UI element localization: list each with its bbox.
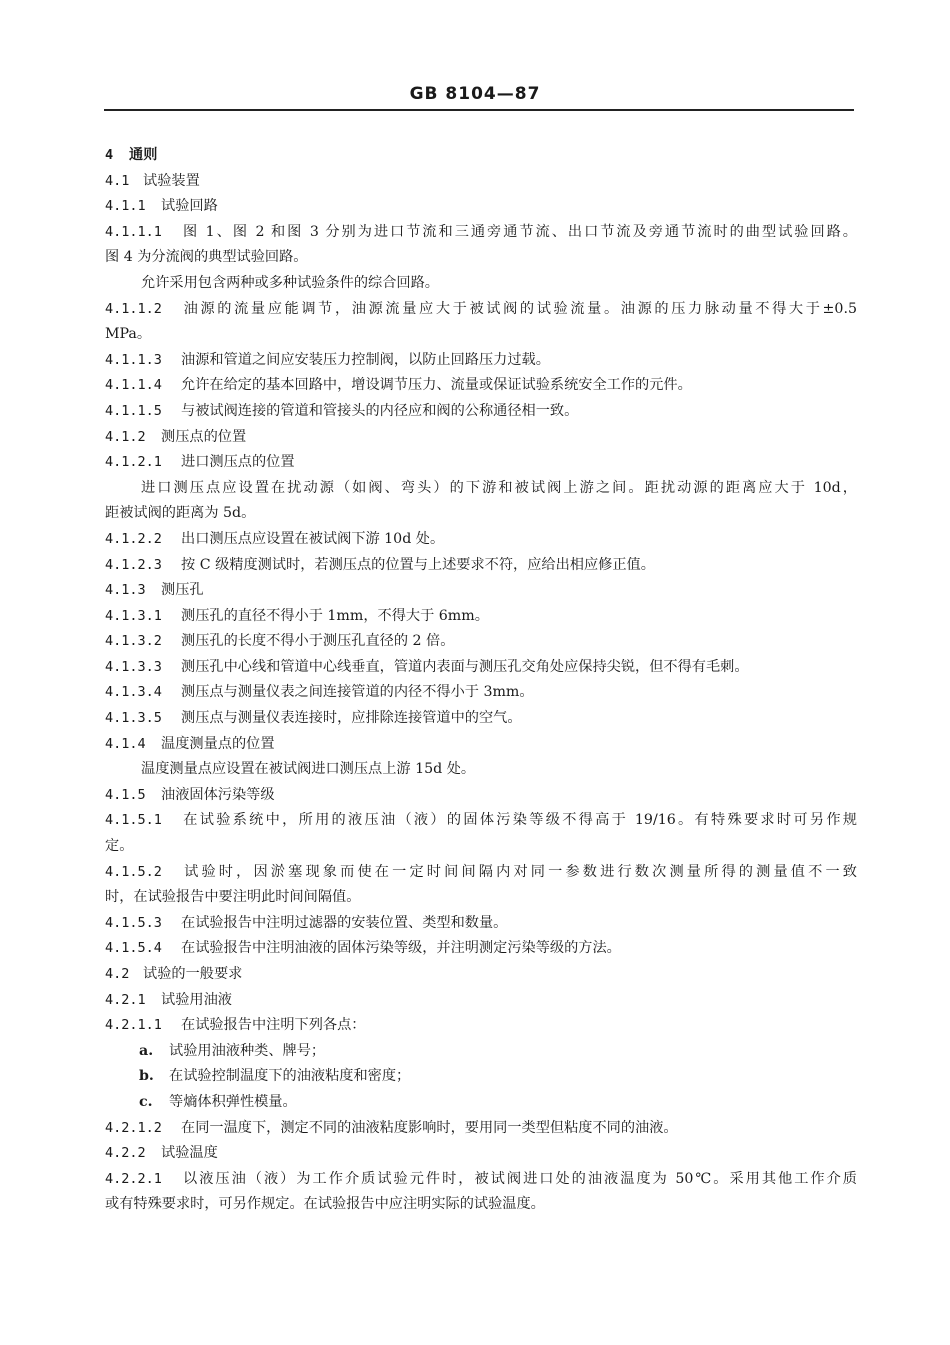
line-text: 图 1、图 2 和图 3 分别为进口节流和三通旁通节流、出口节流及旁通节流时的曲型试验回路。 (181, 223, 857, 240)
line-text: 测压点与测量仪表之间连接管道的内径不得小于 3mm。 (181, 684, 534, 701)
document-line (105, 655, 857, 681)
section-number: 4.1.5.1 (105, 812, 162, 829)
section-number: 4.1.2.3 (105, 556, 162, 573)
section-number: 4 (105, 147, 114, 163)
document-line (105, 757, 857, 783)
section-number: 4.1.3.3 (105, 658, 162, 675)
document-line (105, 271, 857, 297)
section-number: 4.1.3 (105, 582, 146, 599)
document-line (105, 143, 857, 169)
list-letter: c. (139, 1093, 153, 1110)
line-text: 或有特殊要求时，可另作规定。在试验报告中应注明实际的试验温度。 (105, 1196, 545, 1213)
line-text: 在试验系统中，所用的液压油（液）的固体污染等级不得高于 19/16。有特殊要求时可另作规 (181, 812, 857, 829)
line-text: 试验装置 (143, 172, 200, 189)
header-rule (104, 109, 854, 111)
document-line (105, 962, 857, 988)
document-line (105, 706, 857, 732)
line-text: 试验温度 (161, 1145, 218, 1162)
line-text: 进口测压点的位置 (181, 454, 295, 471)
document-line (105, 1141, 857, 1167)
document-line (105, 680, 857, 706)
section-number: 4.2.2.1 (105, 1170, 162, 1187)
document-line (105, 629, 857, 655)
document-line (105, 936, 857, 962)
line-text: MPa。 (105, 326, 152, 343)
section-number: 4.1.3.5 (105, 710, 162, 727)
section-number: 4.1.1.4 (105, 377, 162, 394)
line-text: 出口测压点应设置在被试阀下游 10d 处。 (181, 530, 445, 547)
line-text: 通则 (129, 147, 158, 163)
section-number: 4.1.5 (105, 786, 146, 803)
document-line (105, 194, 857, 220)
document-line (105, 1039, 857, 1065)
document-line (105, 808, 857, 834)
document-line (105, 1090, 857, 1116)
section-number: 4.1.1.2 (105, 300, 162, 317)
line-text: 在试验控制温度下的油液粘度和密度； (169, 1068, 411, 1085)
line-text: 时，在试验报告中要注明此时间间隔值。 (105, 889, 361, 906)
document-line (105, 220, 857, 246)
document-line (105, 245, 857, 271)
line-text: 距被试阀的距离为 5d。 (105, 505, 256, 522)
document-line (105, 783, 857, 809)
line-text: 油源的流量应能调节，油源流量应大于被试阀的试验流量。油源的压力脉动量不得大于±0.5 (181, 300, 857, 317)
section-number: 4.1.1 (105, 198, 146, 215)
line-text: 测压孔的直径不得小于 1mm，不得大于 6mm。 (181, 607, 489, 624)
document-line (105, 322, 857, 348)
document-line (105, 501, 857, 527)
document-line (105, 169, 857, 195)
section-number: 4.1.1.1 (105, 223, 162, 240)
line-text: 等熵体积弹性模量。 (169, 1093, 297, 1110)
document-line (105, 1116, 857, 1142)
line-text: 进口测压点应设置在扰动源（如阀、弯头）的下游和被试阀上游之间。距扰动源的距离应大于 10d， (141, 479, 857, 496)
document-line (105, 911, 857, 937)
page-header: GB 8104—87 (409, 84, 541, 104)
section-number: 4.1.1.5 (105, 402, 162, 419)
line-text: 温度测量点的位置 (161, 735, 275, 752)
section-number: 4.2 (105, 966, 130, 982)
line-text: 与被试阀连接的管道和管接头的内径应和阀的公称通径相一致。 (181, 402, 579, 419)
line-text: 试验时，因淤塞现象而使在一定时间间隔内对同一参数进行数次测量所得的测量值不一致 (181, 863, 857, 880)
list-letter: a. (139, 1042, 154, 1059)
document-line (105, 732, 857, 758)
line-text: 图 4 为分流阀的典型试验回路。 (105, 249, 308, 266)
section-number: 4.1.3.1 (105, 607, 162, 624)
section-number: 4.1.1.3 (105, 351, 162, 368)
section-number: 4.1.5.3 (105, 914, 162, 931)
line-text: 在试验报告中注明过滤器的安装位置、类型和数量。 (181, 914, 508, 931)
line-text: 测压孔 (161, 582, 204, 599)
document-line (105, 1192, 857, 1218)
section-number: 4.1.3.2 (105, 633, 162, 650)
document-line (105, 553, 857, 579)
line-text: 在试验报告中注明下列各点： (181, 1017, 366, 1034)
document-line (105, 399, 857, 425)
line-text: 测压孔中心线和管道中心线垂直，管道内表面与测压孔交角处应保持尖锐，但不得有毛刺。 (181, 658, 749, 675)
document-line (105, 988, 857, 1014)
line-text: 试验用油液 (161, 991, 232, 1008)
line-text: 试验的一般要求 (143, 966, 243, 982)
section-number: 4.2.1 (105, 991, 146, 1008)
section-number: 4.1.4 (105, 735, 146, 752)
line-text: 在同一温度下，测定不同的油液粘度影响时，要用同一类型但粘度不同的油液。 (181, 1119, 678, 1136)
line-text: 允许在给定的基本回路中，增设调节压力、流量或保证试验系统安全工作的元件。 (181, 377, 692, 394)
section-number: 4.1.5.4 (105, 940, 162, 957)
document-line (105, 578, 857, 604)
document-line (105, 425, 857, 451)
document-line (105, 860, 857, 886)
line-text: 测压点的位置 (161, 428, 247, 445)
section-number: 4.1.2.1 (105, 454, 162, 471)
document-body (105, 143, 857, 1218)
line-text: 试验用油液种类、牌号； (169, 1042, 326, 1059)
section-number: 4.1 (105, 172, 130, 189)
line-text: 允许采用包含两种或多种试验条件的综合回路。 (141, 274, 439, 291)
document-line (105, 1167, 857, 1193)
section-number: 4.1.2 (105, 428, 146, 445)
section-number: 4.2.1.2 (105, 1119, 162, 1136)
line-text: 在试验报告中注明油液的固体污染等级，并注明测定污染等级的方法。 (181, 940, 621, 957)
document-line (105, 604, 857, 630)
document-line (105, 297, 857, 323)
document-line (105, 1064, 857, 1090)
document-line (105, 834, 857, 860)
line-text: 油源和管道之间应安装压力控制阀，以防止回路压力过载。 (181, 351, 550, 368)
section-number: 4.2.2 (105, 1145, 146, 1162)
section-number: 4.1.2.2 (105, 530, 162, 547)
list-letter: b. (139, 1068, 154, 1085)
section-number: 4.1.3.4 (105, 684, 162, 701)
document-line (105, 348, 857, 374)
line-text: 以液压油（液）为工作介质试验元件时，被试阀进口处的油液温度为 50℃。采用其他工作介质 (181, 1170, 857, 1187)
line-text: 油液固体污染等级 (161, 786, 275, 803)
line-text: 测压孔的长度不得小于测压孔直径的 2 倍。 (181, 633, 455, 650)
document-line (105, 885, 857, 911)
document-line (105, 527, 857, 553)
document-line (105, 450, 857, 476)
line-text: 试验回路 (161, 198, 218, 215)
line-text: 测压点与测量仪表连接时，应排除连接管道中的空气。 (181, 710, 522, 727)
section-number: 4.2.1.1 (105, 1017, 162, 1034)
line-text: 定。 (105, 838, 134, 855)
document-line (105, 1013, 857, 1039)
document-line (105, 373, 857, 399)
section-number: 4.1.5.2 (105, 863, 162, 880)
line-text: 按 C 级精度测试时，若测压点的位置与上述要求不符，应给出相应修正值。 (181, 556, 655, 573)
document-line (105, 476, 857, 502)
line-text: 温度测量点应设置在被试阀进口测压点上游 15d 处。 (141, 761, 476, 778)
